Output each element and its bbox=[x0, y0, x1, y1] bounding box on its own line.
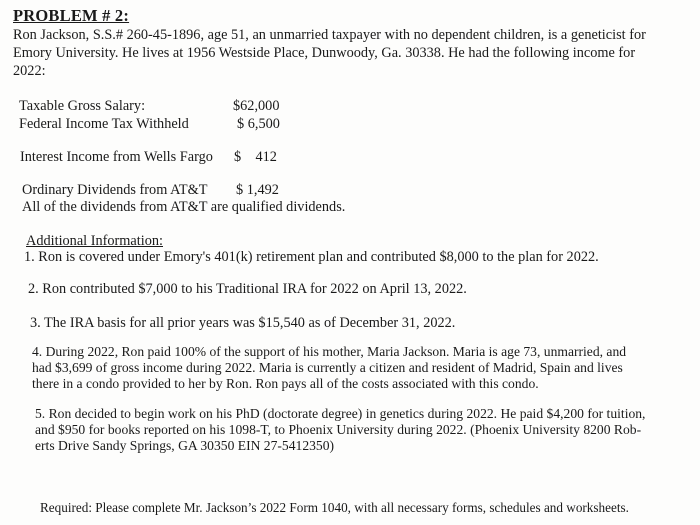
additional-item-5 bbox=[35, 406, 645, 454]
additional-item-2: 2. Ron contributed $7,000 to his Traditional IRA for 2022 on April 13, 2022. bbox=[28, 281, 467, 297]
item4-line: there in a condo provided to her by Ron. Ron pays all of the costs associated with this condo. bbox=[32, 376, 539, 391]
additional-item-4 bbox=[32, 344, 626, 392]
salary-amount: $62,000 bbox=[233, 98, 280, 114]
withheld-label: Federal Income Tax Withheld bbox=[19, 116, 189, 132]
intro-line: Ron Jackson, S.S.# 260-45-1896, age 51, an unmarried taxpayer with no dependent children, is a geneticist for bbox=[13, 27, 646, 43]
dividends-amount: $ 1,492 bbox=[236, 182, 279, 198]
additional-item-1: 1. Ron is covered under Emory's 401(k) retirement plan and contributed $8,000 to the plan for 2022. bbox=[24, 249, 599, 265]
additional-heading: Additional Information: bbox=[26, 233, 163, 249]
problem-title: PROBLEM # 2: bbox=[13, 6, 130, 25]
interest-amount: $ 412 bbox=[234, 149, 277, 165]
item4-line: 4. During 2022, Ron paid 100% of the support of his mother, Maria Jackson. Maria is age 73, unmarried, and bbox=[32, 344, 627, 359]
intro-line: 2022: bbox=[13, 63, 46, 79]
item4-line: had $3,699 of gross income during 2022. Maria is currently a citizen and resident of Madrid, Spain and lives bbox=[32, 360, 623, 375]
required-instructions: Required: Please complete Mr. Jackson’s 2022 Form 1040, with all necessary forms, schedules and worksheets. bbox=[40, 500, 629, 515]
salary-label: Taxable Gross Salary: bbox=[19, 98, 146, 114]
item5-line: erts Drive Sandy Springs, GA 30350 EIN 27-5412350) bbox=[35, 438, 335, 453]
dividends-note: All of the dividends from AT&T are qualified dividends. bbox=[22, 199, 346, 215]
withheld-amount: $ 6,500 bbox=[237, 116, 280, 132]
intro-line: Emory University. He lives at 1956 Westside Place, Dunwoody, Ga. 30338. He had the following income for bbox=[13, 45, 636, 61]
additional-item-3: 3. The IRA basis for all prior years was $15,540 as of December 31, 2022. bbox=[30, 315, 456, 331]
interest-label: Interest Income from Wells Fargo bbox=[20, 149, 213, 165]
item5-line: and $950 for books reported on his 1098-T, to Phoenix University during 2022. (Phoenix University 8200 Rob- bbox=[35, 422, 642, 437]
intro-paragraph bbox=[13, 26, 693, 80]
dividends-label: Ordinary Dividends from AT&T bbox=[22, 182, 208, 198]
item5-line: 5. Ron decided to begin work on his PhD (doctorate degree) in genetics during 2022. He paid $4,200 for tuition, bbox=[35, 406, 646, 421]
